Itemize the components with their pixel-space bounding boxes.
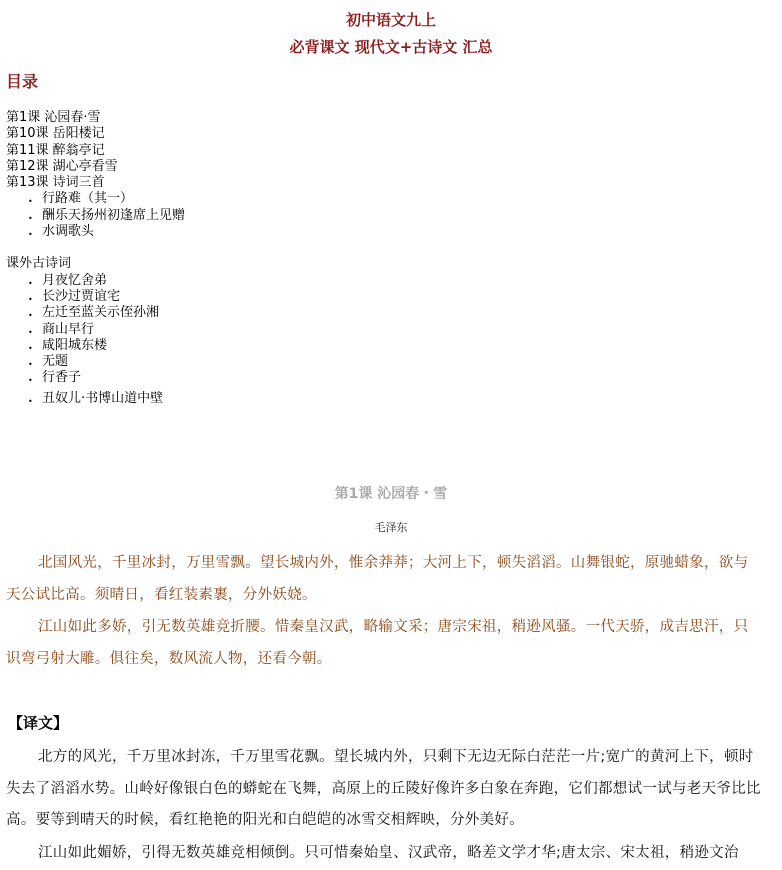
author-name: 毛泽东 [374,521,408,534]
document-title-line2: 必背课文 现代文+古诗文 汇总 [289,38,493,56]
toc-lesson-13[interactable]: 第13课 诗词三首 [6,175,105,191]
translation-label: 【译文】 [8,714,69,732]
toc-item-shuidiaogetou[interactable]: • 水调歌头 [42,224,185,240]
toc-extra-heading[interactable]: 课外古诗词 [6,256,72,272]
toc-extra-list [6,273,185,407]
toc-lesson-12[interactable]: 第12课 湖心亭看雪 [6,158,118,174]
table-of-contents [6,110,185,407]
toc-extra-item[interactable]: • 无题 [42,354,185,370]
toc-extra-item[interactable]: • 咸阳城东楼 [42,338,185,354]
toc-lesson-10[interactable]: 第10课 岳阳楼记 [6,126,105,142]
toc-extra-item[interactable]: • 长沙过贾谊宅 [42,289,185,305]
toc-extra-item[interactable]: • 左迁至蓝关示侄孙湘 [42,305,185,321]
toc-extra-item[interactable]: • 月夜忆舍弟 [42,273,185,289]
toc-lesson-11[interactable]: 第11课 醉翁亭记 [6,142,105,158]
translation-paragraph-2: 江山如此媚娇，引得无数英雄竞相倾倒。只可惜秦始皇、汉武帝，略差文学才华;唐太宗、宋太祖，稍逊文治 [38,845,739,861]
toc-item-chouletian[interactable]: • 酬乐天扬州初逢席上见赠 [42,208,185,224]
toc-lesson-1[interactable]: 第1课 沁园春·雪 [6,110,101,125]
poem-paragraph-1: 北国风光，千里冰封，万里雪飘。望长城内外，惟余莽莽；大河上下，顿失滔滔。山舞银蛇，原驰蜡象，欲与天公试比高。须晴日，看红装素裹，分外妖娆。 [6,555,749,603]
poem-paragraph-2: 江山如此多娇，引无数英雄竞折腰。惜秦皇汉武，略输文采；唐宗宋祖，稍逊风骚。一代天骄，成吉思汗，只识弯弓射大雕。俱往矣，数风流人物，还看今朝。 [6,619,749,667]
toc-item-xinglunan[interactable]: • 行路难（其一） [42,191,185,207]
document-title-line1: 初中语文九上 [345,11,436,29]
translation-paragraph-1: 北方的风光，千万里冰封冻，千万里雪花飘。望长城内外，只剩下无边无际白茫茫一片;宽广的黄河上下，顿时失去了滔滔水势。山岭好像银白色的蟒蛇在飞舞，高原上的丘陵好像许多白象在奔跑，它们都想试一试与老天爷比比高。要等到晴天的时候，看红艳艳的阳光和白皑皑的冰雪交相辉映，分外美好。 [6,749,761,828]
toc-extra-item[interactable]: • 商山早行 [42,322,185,338]
section-title: 第1课 沁园春・雪 [334,486,448,502]
toc-extra-item[interactable]: • 行香子 [42,370,185,386]
toc-extra-item[interactable]: • 丑奴儿·书博山道中壁 [42,391,185,407]
toc-heading: 目录 [6,72,39,91]
toc-lesson-13-list [6,191,185,240]
